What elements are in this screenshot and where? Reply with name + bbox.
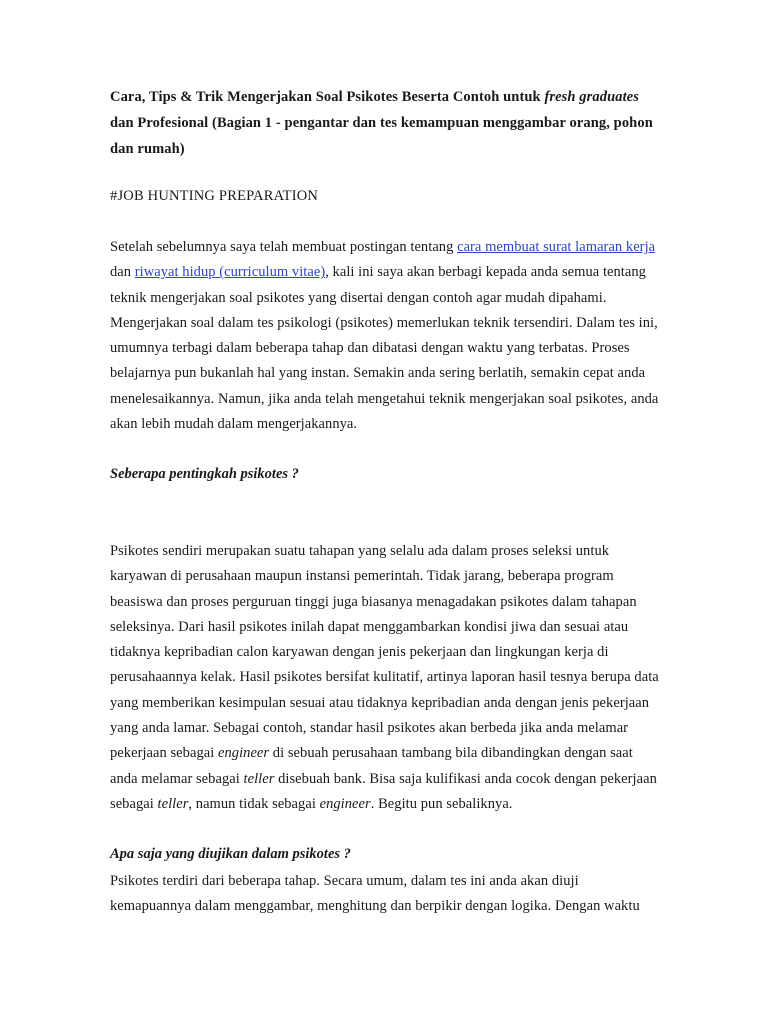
body-text: yang anda lamar. Sebagai contoh, standar hasil psikotes akan berbeda jika anda melamar [110, 720, 629, 737]
title-line3: dan rumah) [110, 141, 185, 157]
body-text: disebuah bank. Bisa saja kulifikasi anda cocok dengan pekerjaan [274, 770, 657, 787]
body-text: di sebuah perusahaan tambang bila dibandingkan dengan saat [269, 745, 633, 762]
intro-text: Mengerjakan soal dalam tes psikologi (psikotes) memerlukan teknik tersendiri. Dalam tes ini, [110, 314, 658, 331]
body-italic: teller [157, 795, 189, 812]
intro-text: akan lebih mudah dalam mengerjakannya. [110, 416, 358, 433]
importance-paragraph [110, 539, 700, 817]
body-text: yang memberikan kesimpulan sesuai atau tidaknya kepribadian anda dengan jenis pekerjaan [110, 694, 650, 711]
body-text: pekerjaan sebagai [110, 745, 218, 762]
intro-text: menelesaikannya. Namun, jika anda telah mengetahui teknik mengerjakan soal psikotes, anda [110, 390, 659, 407]
title-line2: dan Profesional (Bagian 1 - pengantar dan tes kemampuan menggambar orang, pohon [110, 115, 653, 131]
section-heading-importance: Seberapa pentingkah psikotes ? [110, 466, 299, 482]
document-title [110, 84, 700, 162]
body-text: Psikotes sendiri merupakan suatu tahapan yang selalu ada dalam proses seleksi untuk [110, 543, 610, 559]
cover-letter-link[interactable]: cara membuat surat lamaran kerja [457, 239, 656, 255]
intro-text: dan [110, 264, 135, 281]
body-text: anda melamar sebagai [110, 770, 244, 787]
body-text: perusahaannya kelak. Hasil psikotes bersifat kulitatif, artinya laporan hasil tesnya berupa data [110, 669, 659, 686]
hashtag-heading: #JOB HUNTING PREPARATION [110, 188, 319, 204]
intro-paragraph [110, 235, 700, 437]
intro-text: Setelah sebelumnya saya telah membuat postingan tentang [110, 239, 458, 255]
title-italic: fresh graduates [544, 89, 639, 105]
body-text: . Begitu pun sebaliknya. [370, 795, 513, 812]
body-text: , namun tidak sebagai [188, 795, 320, 812]
body-text: tidaknya kepribadian calon karyawan dengan jenis pekerjaan dan lingkungan kerja di [110, 644, 609, 661]
intro-text: belajarnya pun bukanlah hal yang instan. Semakin anda sering berlatih, semakin cepat anda [110, 365, 646, 382]
intro-text: , kali ini saya akan berbagi kepada anda semua tentang [325, 264, 646, 281]
intro-text: umumnya terbagi dalam beberapa tahap dan dibatasi dengan waktu yang terbatas. Proses [110, 340, 630, 357]
cv-link[interactable]: riwayat hidup (curriculum vitae) [134, 264, 326, 281]
body-text: kemapuannya dalam menggambar, menghitung dan berpikir dengan logika. Dengan waktu [110, 898, 640, 915]
tests-paragraph [110, 869, 700, 920]
intro-text: teknik mengerjakan soal psikotes yang disertai dengan contoh agar mudah dipahami. [110, 289, 607, 306]
title-text: Cara, Tips & Trik Mengerjakan Soal Psikotes Beserta Contoh untuk [110, 89, 545, 105]
body-italic: teller [243, 770, 275, 787]
body-text: seleksinya. Dari hasil psikotes inilah dapat menggambarkan kondisi jiwa dan sesuai atau [110, 618, 629, 635]
body-text: Psikotes terdiri dari beberapa tahap. Secara umum, dalam tes ini anda akan diuji [110, 873, 579, 889]
body-text: beasiswa dan proses perguruan tinggi juga biasanya menagadakan psikotes dalam tahapan [110, 593, 637, 610]
body-text: sebagai [110, 795, 158, 812]
document-page [110, 84, 700, 915]
section-heading-tests: Apa saja yang diujikan dalam psikotes ? [110, 846, 351, 862]
body-text: karyawan di perusahaan maupun instansi pemerintah. Tidak jarang, beberapa program [110, 568, 614, 585]
body-italic: engineer [217, 745, 270, 762]
body-italic: engineer [319, 795, 371, 812]
